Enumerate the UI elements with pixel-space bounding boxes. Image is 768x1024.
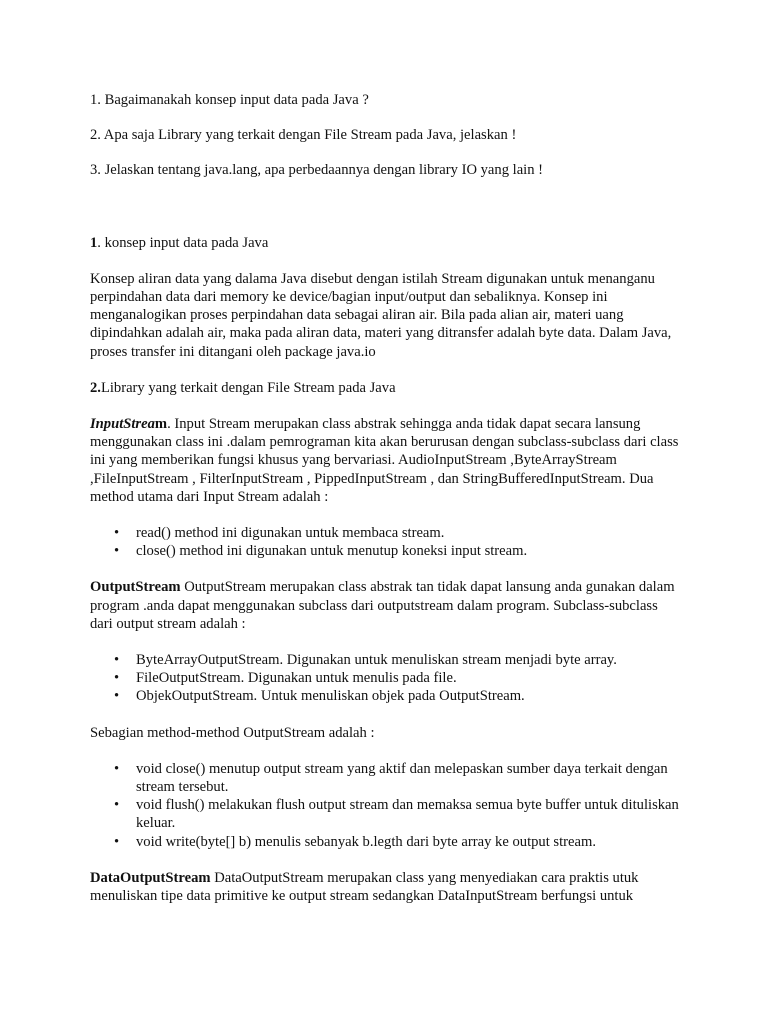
list-item: • FileOutputStream. Digunakan untuk menulis pada file. xyxy=(90,669,680,687)
section-2-number: 2. xyxy=(90,379,101,396)
input-stream-paragraph xyxy=(90,415,680,506)
input-stream-term-italic: InputStrea xyxy=(90,416,155,433)
list-item: • void write(byte[] b) menulis sebanyak b.legth dari byte array ke output stream. xyxy=(90,833,680,851)
output-stream-paragraph xyxy=(90,578,680,633)
list-item: • close() method ini digunakan untuk menutup koneksi input stream. xyxy=(90,542,680,560)
section-2-heading xyxy=(90,379,680,397)
list-item: • void close() menutup output stream yang aktif dan melepaskan sumber daya terkait dengan stream tersebut. xyxy=(90,760,680,796)
document-page xyxy=(90,91,680,905)
section-1-body: Konsep aliran data yang dalama Java disebut dengan istilah Stream digunakan untuk menanganu perpindahan data dari memory ke device/bagian input/output dan sebaliknya. Konsep ini menganalogikan proses perpindahan data sebagai aliran air. Bila pada alian air, materi uang dipindahkan adalah air, maka pada aliran data, materi yang ditransfer adalah byte data. Dalam Java, proses transfer ini ditangani oleh package java.io xyxy=(90,270,672,360)
input-stream-term-end: m xyxy=(154,416,168,433)
output-stream-subclass-list xyxy=(90,651,680,706)
output-stream-methods-intro: Sebagian method-method OutputStream adalah : xyxy=(90,724,375,741)
input-stream-text: . Input Stream merupakan class abstrak sehingga anda tidak dapat secara lansung menggunakan class ini .dalam pemrograman kita akan berurusan dengan subclass-subclass dari class ini yang memberikan fungsi khusus yang bervariasi. AudioInputStream ,ByteArrayStream ,FileInputStream , FilterInputStream , PippedInputStream , dan StringBufferedInputStream. Dua method utama dari Input Stream adalah : xyxy=(90,416,679,505)
output-stream-text: OutputStream merupakan class abstrak tan tidak dapat lansung anda gunakan dalam program .anda dapat menggunakan subclass dari outputstream dalam program. Subclass-subclass dari output stream adalah : xyxy=(90,579,675,632)
list-item: • ObjekOutputStream. Untuk menuliskan objek pada OutputStream. xyxy=(90,687,680,705)
output-stream-method-list xyxy=(90,760,680,851)
section-1-title: . konsep input data pada Java xyxy=(97,234,269,251)
list-item: • ByteArrayOutputStream. Digunakan untuk menuliskan stream menjadi byte array. xyxy=(90,651,680,669)
question-1: 1. Bagaimanakah konsep input data pada Java ? xyxy=(90,92,369,108)
question-2: 2. Apa saja Library yang terkait dengan File Stream pada Java, jelaskan ! xyxy=(90,127,517,144)
output-stream-term: OutputStream xyxy=(90,579,181,596)
section-2-title: Library yang terkait dengan File Stream pada Java xyxy=(100,379,396,396)
input-stream-method-list xyxy=(90,524,680,560)
data-output-stream-text: DataOutputStream merupakan class yang menyediakan cara praktis utuk menuliskan tipe data primitive ke output stream sedangkan DataInputStream berfungsi untuk xyxy=(90,869,639,905)
list-item: • read() method ini digunakan untuk membaca stream. xyxy=(90,524,680,542)
data-output-stream-paragraph xyxy=(90,869,680,905)
section-1-number: 1 xyxy=(90,234,98,251)
data-output-stream-term: DataOutputStream xyxy=(90,869,211,886)
question-3: 3. Jelaskan tentang java.lang, apa perbedaannya dengan library IO yang lain ! xyxy=(90,162,544,179)
list-item: • void flush() melakukan flush output stream dan memaksa semua byte buffer untuk dituliskan keluar. xyxy=(90,796,680,832)
section-1-heading xyxy=(90,234,680,252)
